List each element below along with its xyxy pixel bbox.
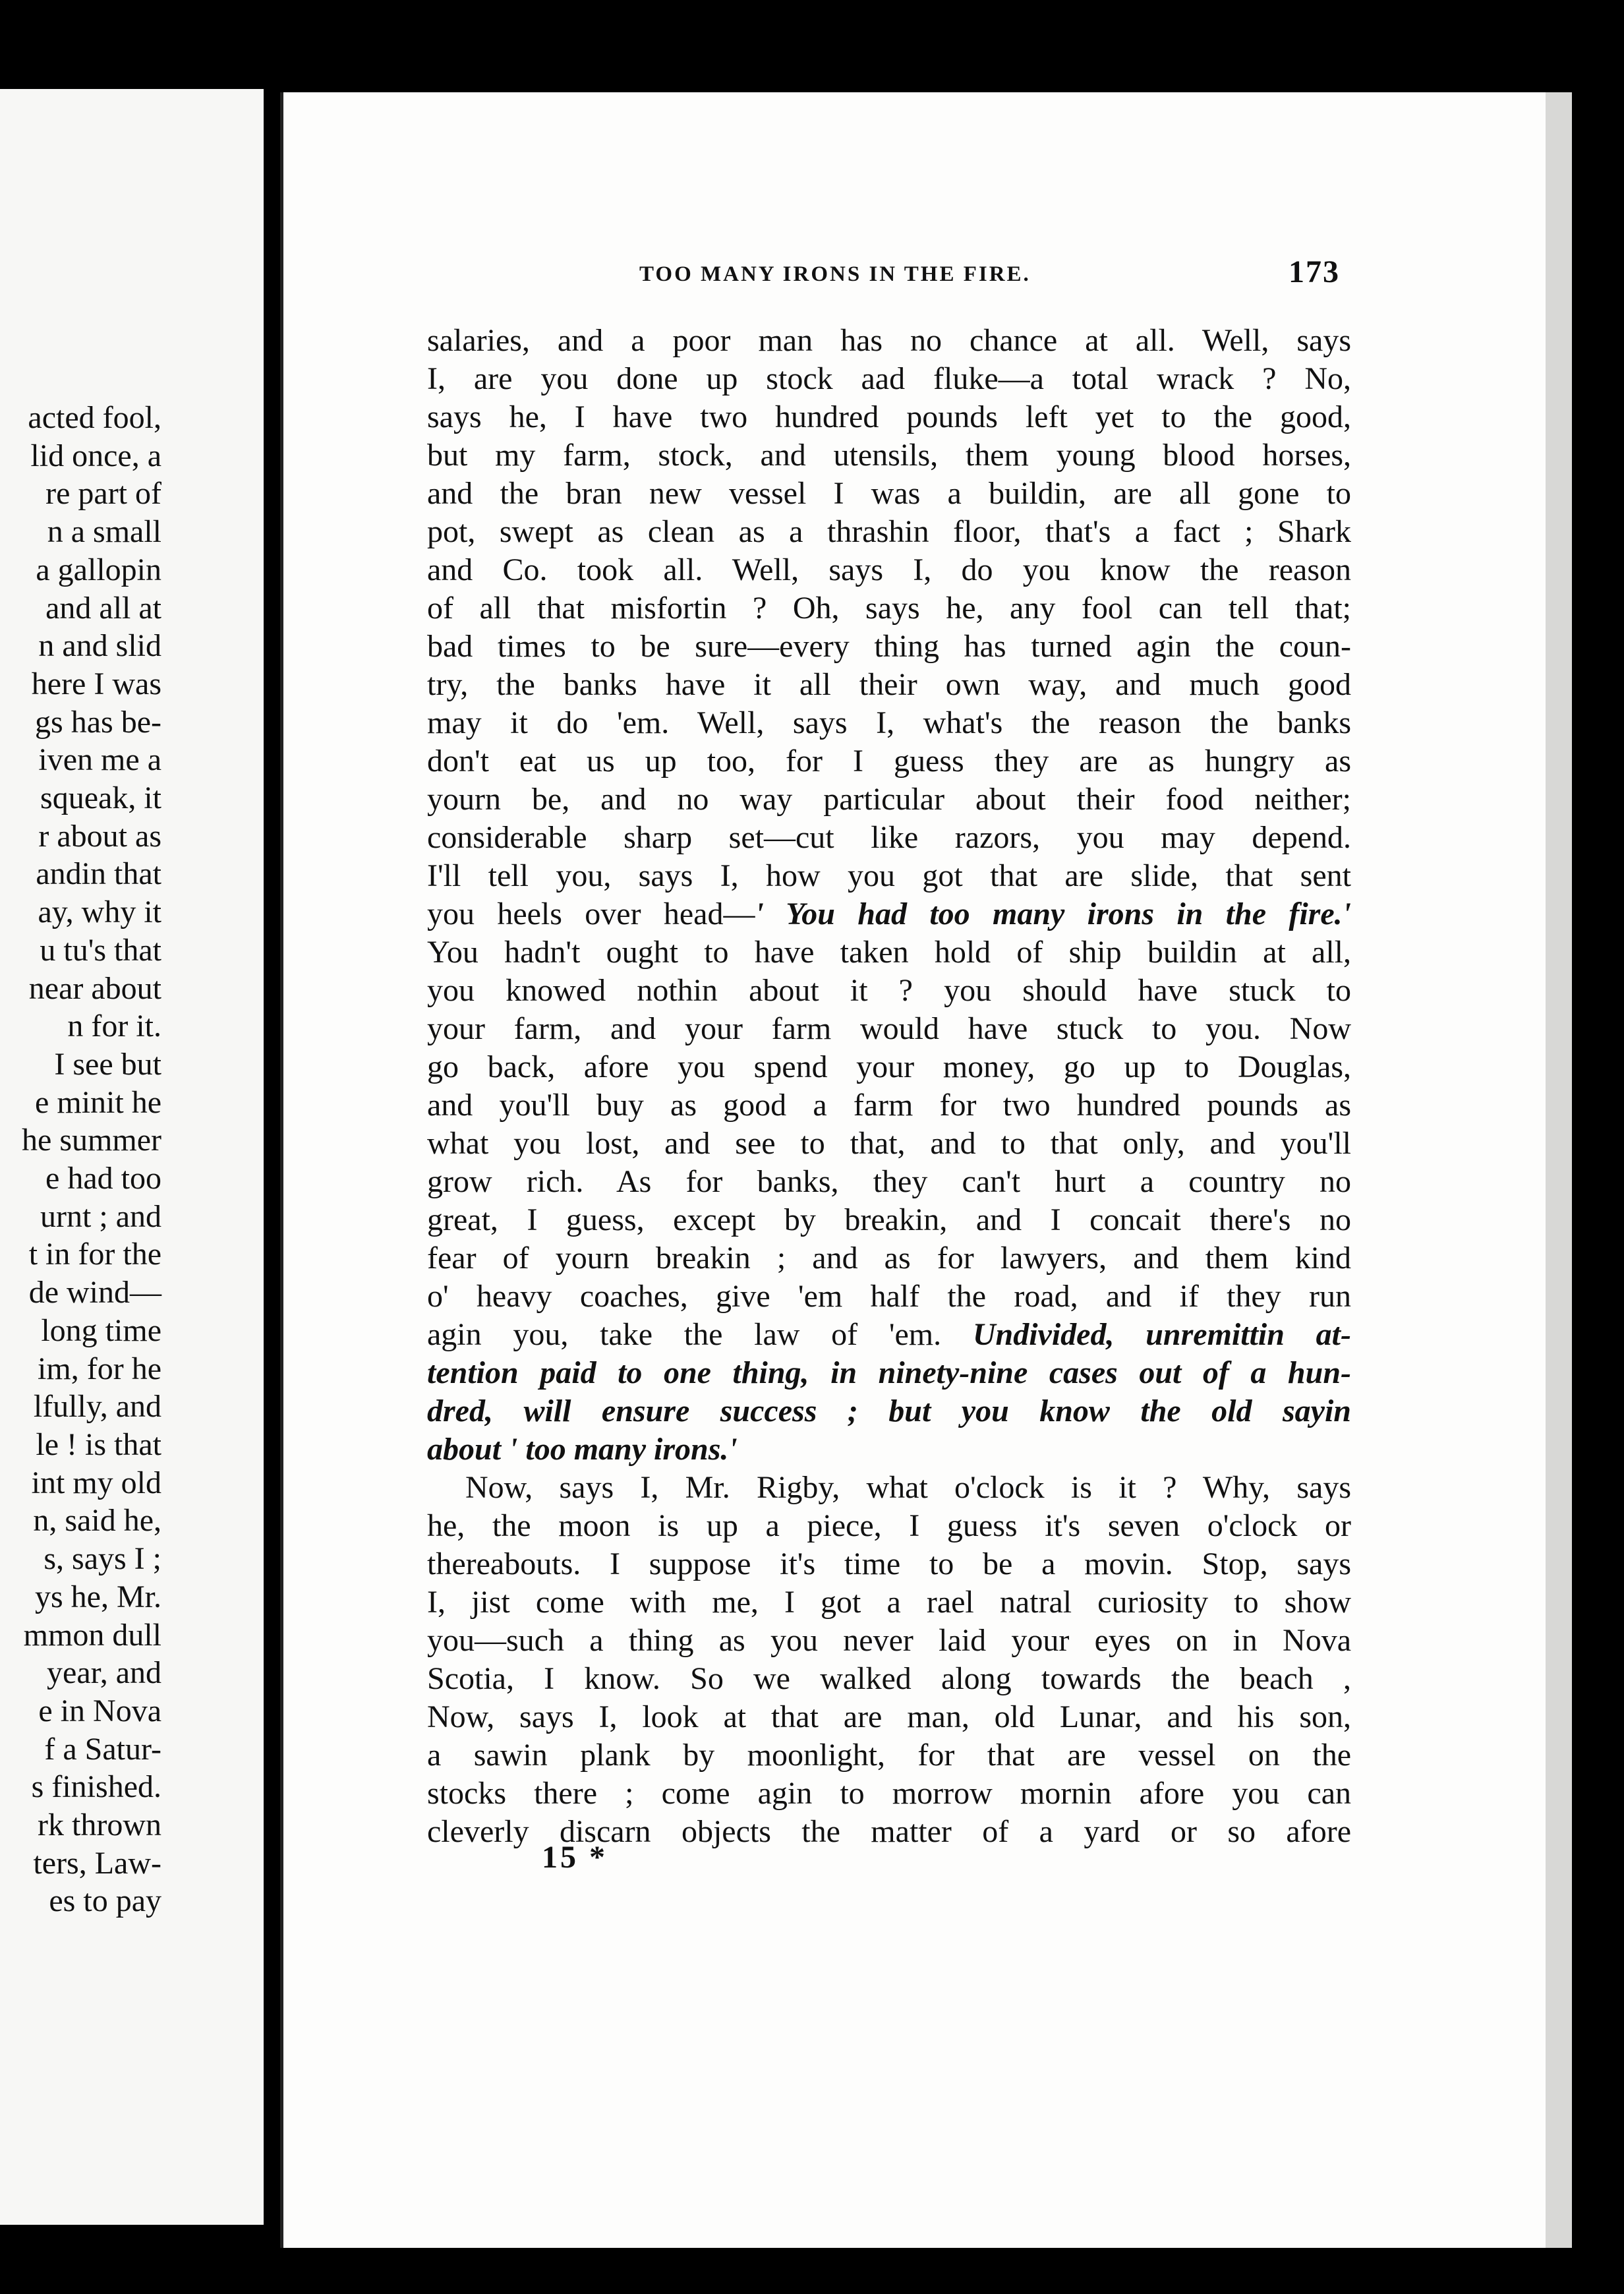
left-line: es to pay bbox=[49, 1883, 161, 1919]
left-line: lfully, and bbox=[33, 1389, 161, 1425]
text-line: o' heavy coaches, give 'em half the road, and if they run bbox=[427, 1279, 1351, 1314]
left-line: year, and bbox=[47, 1655, 161, 1691]
left-line: n for it. bbox=[67, 1009, 161, 1044]
text-line: your farm, and your farm would have stuck to you. Now bbox=[427, 1011, 1351, 1046]
text-line: thereabouts. I suppose it's time to be a movin. Stop, says bbox=[427, 1546, 1351, 1581]
left-line: he summer bbox=[22, 1123, 161, 1158]
left-line: near about bbox=[28, 970, 161, 1006]
left-page-text bbox=[22, 399, 161, 1920]
left-line: mmon dull bbox=[23, 1617, 161, 1653]
left-line: I see but bbox=[54, 1046, 161, 1082]
text-line: try, the banks have it all their own way, and much good bbox=[427, 667, 1351, 702]
text-line: Now, says I, Mr. Rigby, what o'clock is it ? Why, says bbox=[465, 1470, 1351, 1505]
left-line: squeak, it bbox=[40, 780, 161, 816]
left-line: long time bbox=[41, 1312, 161, 1348]
text-line: You hadn't ought to have taken hold of ship buildin at all, bbox=[427, 935, 1351, 970]
text-line: fear of yourn breakin ; and as for lawyers, and them kind bbox=[427, 1241, 1351, 1276]
left-line: andin that bbox=[36, 856, 161, 892]
text-line: you—such a thing as you never laid your eyes on in Nova bbox=[427, 1623, 1351, 1658]
text-line: a sawin plank by moonlight, for that are vessel on the bbox=[427, 1738, 1351, 1773]
text-line: of all that misfortin ? Oh, says he, any fool can tell that; bbox=[427, 591, 1351, 626]
text-line: may it do 'em. Well, says I, what's the reason the banks bbox=[427, 705, 1351, 740]
left-line: u tu's that bbox=[40, 932, 161, 968]
text-line-italic: tention paid to one thing, in ninety-nine cases out of a hun- bbox=[427, 1355, 1351, 1390]
left-line: and all at bbox=[45, 590, 161, 626]
signature-mark: 15 * bbox=[542, 1840, 608, 1875]
text-line-italic: about ' too many irons.' bbox=[427, 1432, 738, 1467]
text-line-mixed bbox=[427, 1316, 1351, 1354]
text-line: salaries, and a poor man has no chance at all. Well, says bbox=[427, 323, 1351, 358]
left-line: f a Satur- bbox=[44, 1731, 161, 1767]
left-line: n a small bbox=[47, 514, 161, 550]
text-line: but my farm, stock, and utensils, them young blood horses, bbox=[427, 438, 1351, 473]
left-line: im, for he bbox=[38, 1351, 161, 1386]
left-line: gs has be- bbox=[35, 704, 161, 740]
left-line: ys he, Mr. bbox=[35, 1579, 161, 1614]
text-line: what you lost, and see to that, and to that only, and you'll bbox=[427, 1126, 1351, 1161]
text-line: and you'll buy as good a farm for two hundred pounds as bbox=[427, 1088, 1351, 1123]
left-line: de wind— bbox=[28, 1275, 161, 1310]
left-page-fragment bbox=[0, 89, 264, 2225]
left-line: n, said he, bbox=[33, 1503, 161, 1539]
text-roman: you heels over head— bbox=[427, 897, 755, 931]
left-line: e minit he bbox=[35, 1084, 161, 1120]
text-line: Now, says I, look at that are man, old Lunar, and his son, bbox=[427, 1699, 1351, 1734]
text-line: cleverly discarn objects the matter of a yard or so afore bbox=[427, 1814, 1351, 1849]
text-line: he, the moon is up a piece, I guess it's seven o'clock or bbox=[427, 1508, 1351, 1543]
text-line: I, are you done up stock aad fluke—a total wrack ? No, bbox=[427, 361, 1351, 396]
left-line: re part of bbox=[45, 476, 161, 512]
text-line: you knowed nothin about it ? you should have stuck to bbox=[427, 973, 1351, 1008]
left-line: lid once, a bbox=[30, 438, 161, 473]
text-line: and the bran new vessel I was a buildin, are all gone to bbox=[427, 476, 1351, 511]
left-line: here I was bbox=[31, 666, 161, 701]
left-line: e had too bbox=[45, 1161, 161, 1196]
text-line: I, jist come with me, I got a rael natral curiosity to show bbox=[427, 1585, 1351, 1620]
running-head: TOO MANY IRONS IN THE FIRE. bbox=[639, 262, 1031, 286]
text-line: bad times to be sure—every thing has turned agin the coun- bbox=[427, 629, 1351, 664]
page-edge bbox=[1546, 92, 1572, 2248]
text-line: stocks there ; come agin to morrow mornin afore you can bbox=[427, 1776, 1351, 1811]
text-line: don't eat us up too, for I guess they are as hungry as bbox=[427, 744, 1351, 779]
text-line: and Co. took all. Well, says I, do you know the reason bbox=[427, 552, 1351, 587]
text-line: go back, afore you spend your money, go up to Douglas, bbox=[427, 1049, 1351, 1084]
left-line: ay, why it bbox=[38, 895, 161, 930]
left-line: a gallopin bbox=[36, 552, 161, 587]
left-line: ters, Law- bbox=[33, 1845, 161, 1881]
left-line: r about as bbox=[38, 818, 161, 854]
text-line: yourn be, and no way particular about their food neither; bbox=[427, 782, 1351, 817]
text-line: grow rich. As for banks, they can't hurt a country no bbox=[427, 1164, 1351, 1199]
left-line: iven me a bbox=[38, 742, 161, 778]
text-line: considerable sharp set—cut like razors, you may depend. bbox=[427, 820, 1351, 855]
text-roman: agin you, take the law of 'em. bbox=[427, 1317, 973, 1352]
left-line: urnt ; and bbox=[40, 1198, 161, 1234]
text-italic: ' You had too many irons in the fire.' bbox=[755, 897, 1351, 931]
left-line: n and slid bbox=[38, 628, 161, 664]
page-number: 173 bbox=[1289, 254, 1340, 289]
text-line: I'll tell you, says I, how you got that are slide, that sent bbox=[427, 858, 1351, 893]
left-line: e in Nova bbox=[38, 1693, 161, 1728]
left-line: rk thrown bbox=[38, 1808, 161, 1843]
text-line: Scotia, I know. So we walked along towards the beach , bbox=[427, 1661, 1351, 1696]
left-line: le ! is that bbox=[36, 1426, 161, 1462]
left-line: t in for the bbox=[28, 1237, 161, 1272]
left-line: int my old bbox=[31, 1465, 161, 1500]
text-line: says he, I have two hundred pounds left yet to the good, bbox=[427, 399, 1351, 434]
text-italic: Undivided, unremittin at- bbox=[972, 1317, 1351, 1352]
body-text bbox=[427, 322, 1351, 1851]
left-line: s, says I ; bbox=[44, 1541, 161, 1577]
text-line-mixed bbox=[427, 895, 1351, 933]
left-line: acted fool, bbox=[28, 400, 161, 435]
left-line: s finished. bbox=[31, 1769, 161, 1805]
text-line: great, I guess, except by breakin, and I concait there's no bbox=[427, 1202, 1351, 1237]
text-line: pot, swept as clean as a thrashin floor, that's a fact ; Shark bbox=[427, 514, 1351, 549]
text-line-italic: dred, will ensure success ; but you know the old sayin bbox=[427, 1394, 1351, 1428]
